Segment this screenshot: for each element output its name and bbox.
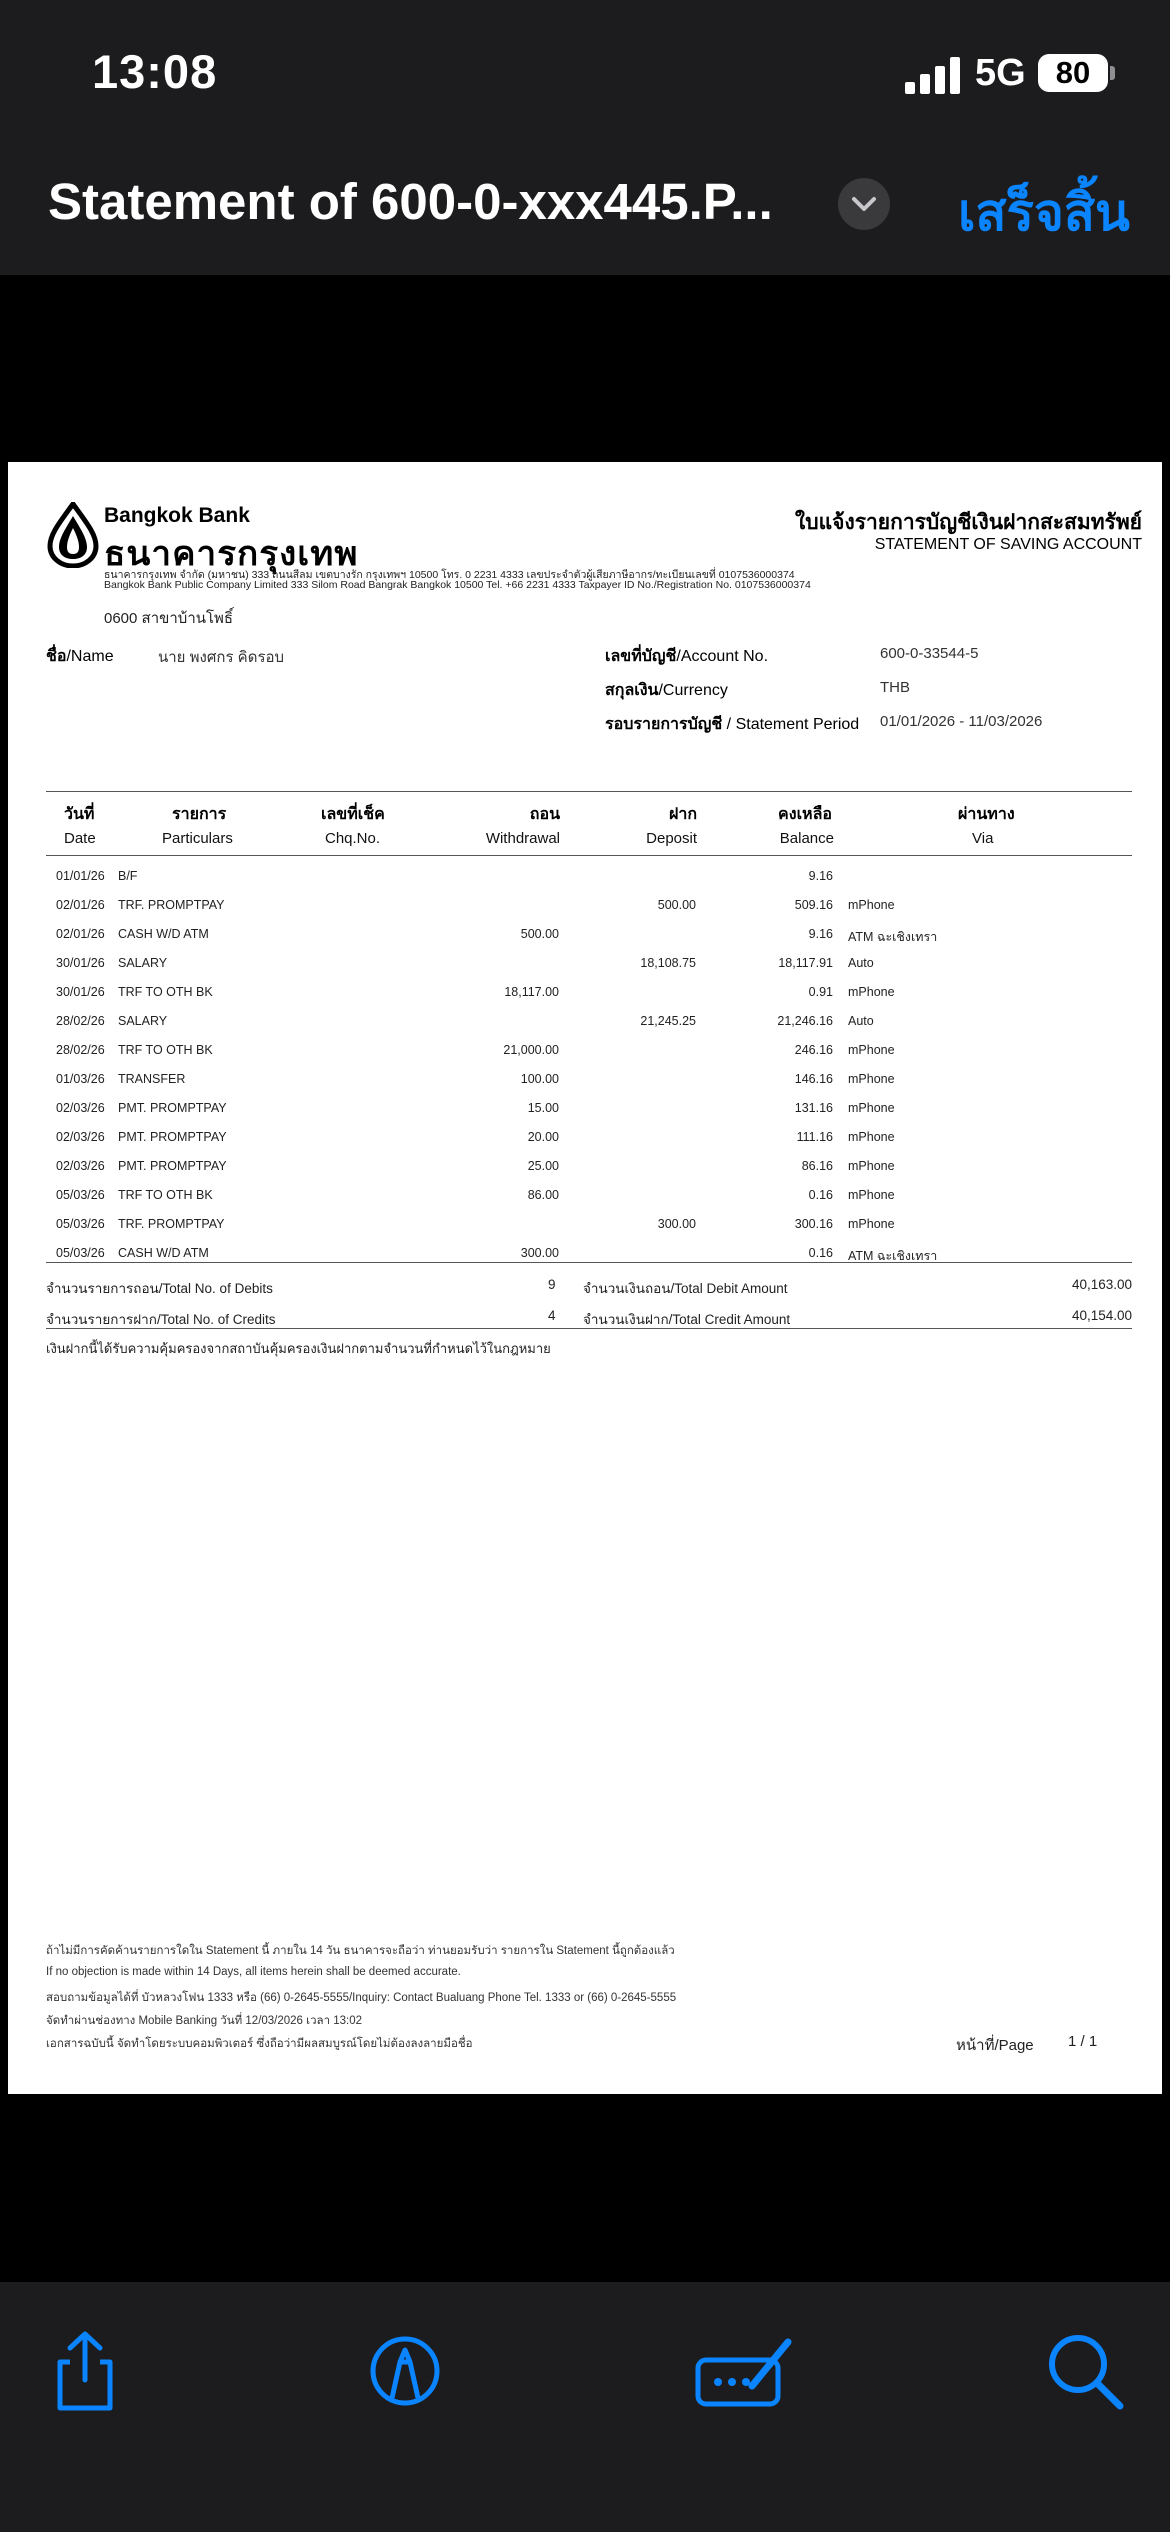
header-cheque-th: เลขที่เช็ค [321, 806, 385, 823]
row-withdrawal: 15.00 [527, 1101, 559, 1115]
statement-title-th: ใบแจ้งรายการบัญชีเงินฝากสะสมทรัพย์ [795, 511, 1142, 534]
row-balance: 0.16 [808, 1246, 833, 1260]
row-date: 05/03/26 [56, 1246, 105, 1260]
battery-tip [1110, 66, 1115, 80]
row-withdrawal: 86.00 [527, 1188, 559, 1202]
header-via-th: ผ่านทาง [958, 806, 1015, 823]
row-via: mPhone [848, 1217, 895, 1231]
footer-line-2: If no objection is made within 14 Days, all items herein shall be deemed accurate. [46, 1966, 461, 1978]
row-via: mPhone [848, 1130, 895, 1144]
battery-icon: 80 [1038, 54, 1108, 92]
row-date: 05/03/26 [56, 1188, 105, 1202]
title-menu-button[interactable] [838, 178, 890, 230]
table-top-rule [46, 791, 1132, 792]
row-date: 02/01/26 [56, 927, 105, 941]
row-deposit: 300.00 [657, 1217, 696, 1231]
table-row [8, 1240, 1162, 1269]
row-balance: 111.16 [796, 1130, 833, 1144]
header-date-en: Date [64, 830, 96, 847]
row-deposit: 18,108.75 [640, 956, 696, 970]
account-value: 600-0-33544-5 [880, 645, 979, 662]
branch: 0600 สาขาบ้านโพธิ์ [104, 610, 234, 627]
row-withdrawal: 500.00 [520, 927, 559, 941]
bangkok-bank-logo-icon [46, 502, 100, 568]
done-button[interactable]: เสร็จสิ้น [958, 184, 1130, 241]
debit-amount-label: จำนวนเงินถอน/Total Debit Amount [583, 1281, 788, 1296]
header-via-en: Via [972, 830, 994, 847]
row-via: mPhone [848, 985, 895, 999]
row-via: Auto [848, 1014, 874, 1028]
row-balance: 21,246.16 [777, 1014, 833, 1028]
table-row [8, 950, 1162, 979]
row-deposit: 500.00 [657, 898, 696, 912]
table-row [8, 1066, 1162, 1095]
row-balance: 86.16 [801, 1159, 833, 1173]
row-withdrawal: 21,000.00 [503, 1043, 559, 1057]
row-date: 30/01/26 [56, 985, 105, 999]
header-withdrawal-en: Withdrawal [485, 830, 560, 847]
table-row [8, 1182, 1162, 1211]
row-balance: 9.16 [808, 927, 833, 941]
row-particulars: SALARY [118, 956, 168, 970]
header-deposit-en: Deposit [646, 830, 697, 847]
search-button[interactable] [1040, 2326, 1130, 2416]
row-particulars: CASH W/D ATM [118, 1246, 209, 1260]
row-withdrawal: 300.00 [520, 1246, 559, 1260]
credits-count: 4 [548, 1308, 556, 1323]
debits-count: 9 [548, 1277, 556, 1292]
header-date-th: วันที่ [64, 806, 95, 823]
header-cheque-en: Chq.No. [325, 830, 381, 847]
row-balance: 300.16 [794, 1217, 833, 1231]
row-balance: 18,117.91 [778, 956, 833, 970]
row-via: ATM ฉะเชิงเทรา [848, 930, 938, 944]
row-particulars: TRF. PROMPTPAY [118, 898, 225, 912]
row-particulars: TRANSFER [118, 1072, 186, 1086]
row-balance: 246.16 [794, 1043, 833, 1057]
header-balance-th: คงเหลือ [778, 806, 832, 823]
document-title[interactable]: Statement of 600-0-xxx445.P... [48, 173, 773, 230]
row-via: Auto [848, 956, 874, 970]
header-bottom-rule [46, 855, 1132, 856]
bottom-toolbar [0, 2282, 1170, 2532]
bank-name-th: ธนาคารกรุงเทพ [104, 535, 359, 573]
network-type: 5G [975, 52, 1026, 94]
table-row [8, 1037, 1162, 1066]
row-via: ATM ฉะเชิงเทรา [848, 1249, 938, 1263]
signature-icon [690, 2326, 800, 2416]
row-particulars: TRF TO OTH BK [118, 1188, 213, 1202]
footer-line-3: สอบถามข้อมูลได้ที่ บัวหลวงโฟน 1333 หรือ (66) 0-2645-5555/Inquiry: Contact Bualuang Phone Tel. 1333 or (66) 0-2645-5555 [46, 1992, 677, 2004]
signature-button[interactable] [690, 2326, 800, 2416]
table-row [8, 863, 1162, 892]
footer-line-5: เอกสารฉบับนี้ จัดทำโดยระบบคอมพิวเตอร์ ซึ่งถือว่ามีผลสมบูรณ์โดยไม่ต้องลงลายมือชื่อ [46, 2038, 473, 2050]
table-row [8, 979, 1162, 1008]
row-particulars: TRF. PROMPTPAY [118, 1217, 225, 1231]
row-particulars: B/F [118, 869, 138, 883]
deposit-protection-note: เงินฝากนี้ได้รับความคุ้มครองจากสถาบันคุ้มครองเงินฝากตามจำนวนที่กำหนดไว้ในกฎหมาย [46, 1341, 551, 1356]
row-particulars: TRF TO OTH BK [118, 985, 213, 999]
bank-address-en: Bangkok Bank Public Company Limited 333 Silom Road Bangrak Bangkok 10500 Tel. +66 2231 4333 Taxpayer ID No./Registration No. 0107536000374 [104, 579, 811, 591]
row-via: mPhone [848, 1101, 895, 1115]
markup-button[interactable] [360, 2326, 450, 2416]
header-deposit-th: ฝาก [668, 806, 697, 823]
row-date: 05/03/26 [56, 1217, 105, 1231]
chevron-down-icon [838, 178, 890, 230]
currency-value: THB [880, 679, 910, 696]
row-date: 02/03/26 [56, 1159, 105, 1173]
row-via: mPhone [848, 1188, 895, 1202]
share-icon [40, 2326, 130, 2416]
summary-rule [46, 1328, 1132, 1329]
top-bar [0, 0, 1170, 275]
row-date: 02/01/26 [56, 898, 105, 912]
row-particulars: CASH W/D ATM [118, 927, 209, 941]
row-withdrawal: 25.00 [527, 1159, 559, 1173]
name-value: นาย พงศกร คิดรอบ [158, 649, 285, 666]
credit-amount: 40,154.00 [1071, 1308, 1132, 1323]
row-particulars: PMT. PROMPTPAY [118, 1130, 227, 1144]
row-date: 01/03/26 [56, 1072, 105, 1086]
credits-count-label: จำนวนรายการฝาก/Total No. of Credits [46, 1312, 276, 1327]
row-date: 30/01/26 [56, 956, 105, 970]
table-row [8, 1124, 1162, 1153]
page-number: 1 / 1 [1068, 2033, 1098, 2050]
row-via: mPhone [848, 1043, 895, 1057]
name-label: ชื่อ/Name [46, 648, 114, 665]
period-label: รอบรายการบัญชี / Statement Period [605, 716, 860, 733]
footer-line-1: ถ้าไม่มีการคัดค้านรายการใดใน Statement นี้ ภายใน 14 วัน ธนาคารจะถือว่า ท่านยอมรับว่า รายการใน Statement นี้ถูกต้องแล้ว [46, 1945, 675, 1957]
row-particulars: PMT. PROMPTPAY [118, 1159, 227, 1173]
markup-icon [360, 2326, 450, 2416]
row-deposit: 21,245.25 [640, 1014, 696, 1028]
row-date: 02/03/26 [56, 1101, 105, 1115]
table-row [8, 1153, 1162, 1182]
table-row [8, 892, 1162, 921]
table-row [8, 1008, 1162, 1037]
row-withdrawal: 20.00 [527, 1130, 559, 1144]
row-date: 28/02/26 [56, 1014, 105, 1028]
status-time: 13:08 [92, 45, 218, 98]
search-icon [1040, 2326, 1130, 2416]
row-particulars: PMT. PROMPTPAY [118, 1101, 227, 1115]
row-particulars: TRF TO OTH BK [118, 1043, 213, 1057]
account-label: เลขที่บัญชี/Account No. [605, 648, 769, 665]
row-balance: 509.16 [794, 898, 833, 912]
row-via: mPhone [848, 1159, 895, 1173]
table-bottom-rule [46, 1262, 1132, 1263]
row-particulars: SALARY [118, 1014, 168, 1028]
header-particulars-en: Particulars [162, 830, 233, 847]
table-row [8, 921, 1162, 950]
row-date: 02/03/26 [56, 1130, 105, 1144]
row-withdrawal: 100.00 [520, 1072, 559, 1086]
bank-name-en: Bangkok Bank [104, 504, 250, 527]
period-value: 01/01/2026 - 11/03/2026 [880, 713, 1043, 730]
row-balance: 9.16 [808, 869, 833, 883]
row-balance: 146.16 [794, 1072, 833, 1086]
table-row [8, 1095, 1162, 1124]
header-particulars-th: รายการ [172, 806, 227, 823]
row-date: 28/02/26 [56, 1043, 105, 1057]
row-withdrawal: 18,117.00 [504, 985, 559, 999]
signal-icon [905, 56, 961, 94]
page-label: หน้าที่/Page [956, 2037, 1034, 2054]
table-row [8, 1211, 1162, 1240]
currency-label: สกุลเงิน/Currency [605, 682, 728, 699]
debit-amount: 40,163.00 [1071, 1277, 1132, 1292]
bank-address-th: ธนาคารกรุงเทพ จำกัด (มหาชน) 333 ถนนสีลม เขตบางรัก กรุงเทพฯ 10500 โทร. 0 2231 4333 เลขประจำตัวผู้เสียภาษีอากร/ทะเบียนเลขที่ 0107536000374 [104, 569, 795, 581]
row-balance: 131.16 [794, 1101, 833, 1115]
row-balance: 0.16 [808, 1188, 833, 1202]
statement-title-en: STATEMENT OF SAVING ACCOUNT [874, 536, 1142, 553]
credit-amount-label: จำนวนเงินฝาก/Total Credit Amount [583, 1312, 791, 1327]
row-date: 01/01/26 [56, 869, 105, 883]
row-via: mPhone [848, 898, 895, 912]
row-via: mPhone [848, 1072, 895, 1086]
statement-page[interactable] [8, 462, 1162, 2094]
footer-line-4: จัดทำผ่านช่องทาง Mobile Banking วันที่ 12/03/2026 เวลา 13:02 [46, 2015, 363, 2027]
debits-count-label: จำนวนรายการถอน/Total No. of Debits [46, 1281, 273, 1296]
header-balance-en: Balance [779, 830, 834, 847]
header-withdrawal-th: ถอน [529, 806, 560, 823]
share-button[interactable] [40, 2326, 130, 2416]
row-balance: 0.91 [808, 985, 833, 999]
